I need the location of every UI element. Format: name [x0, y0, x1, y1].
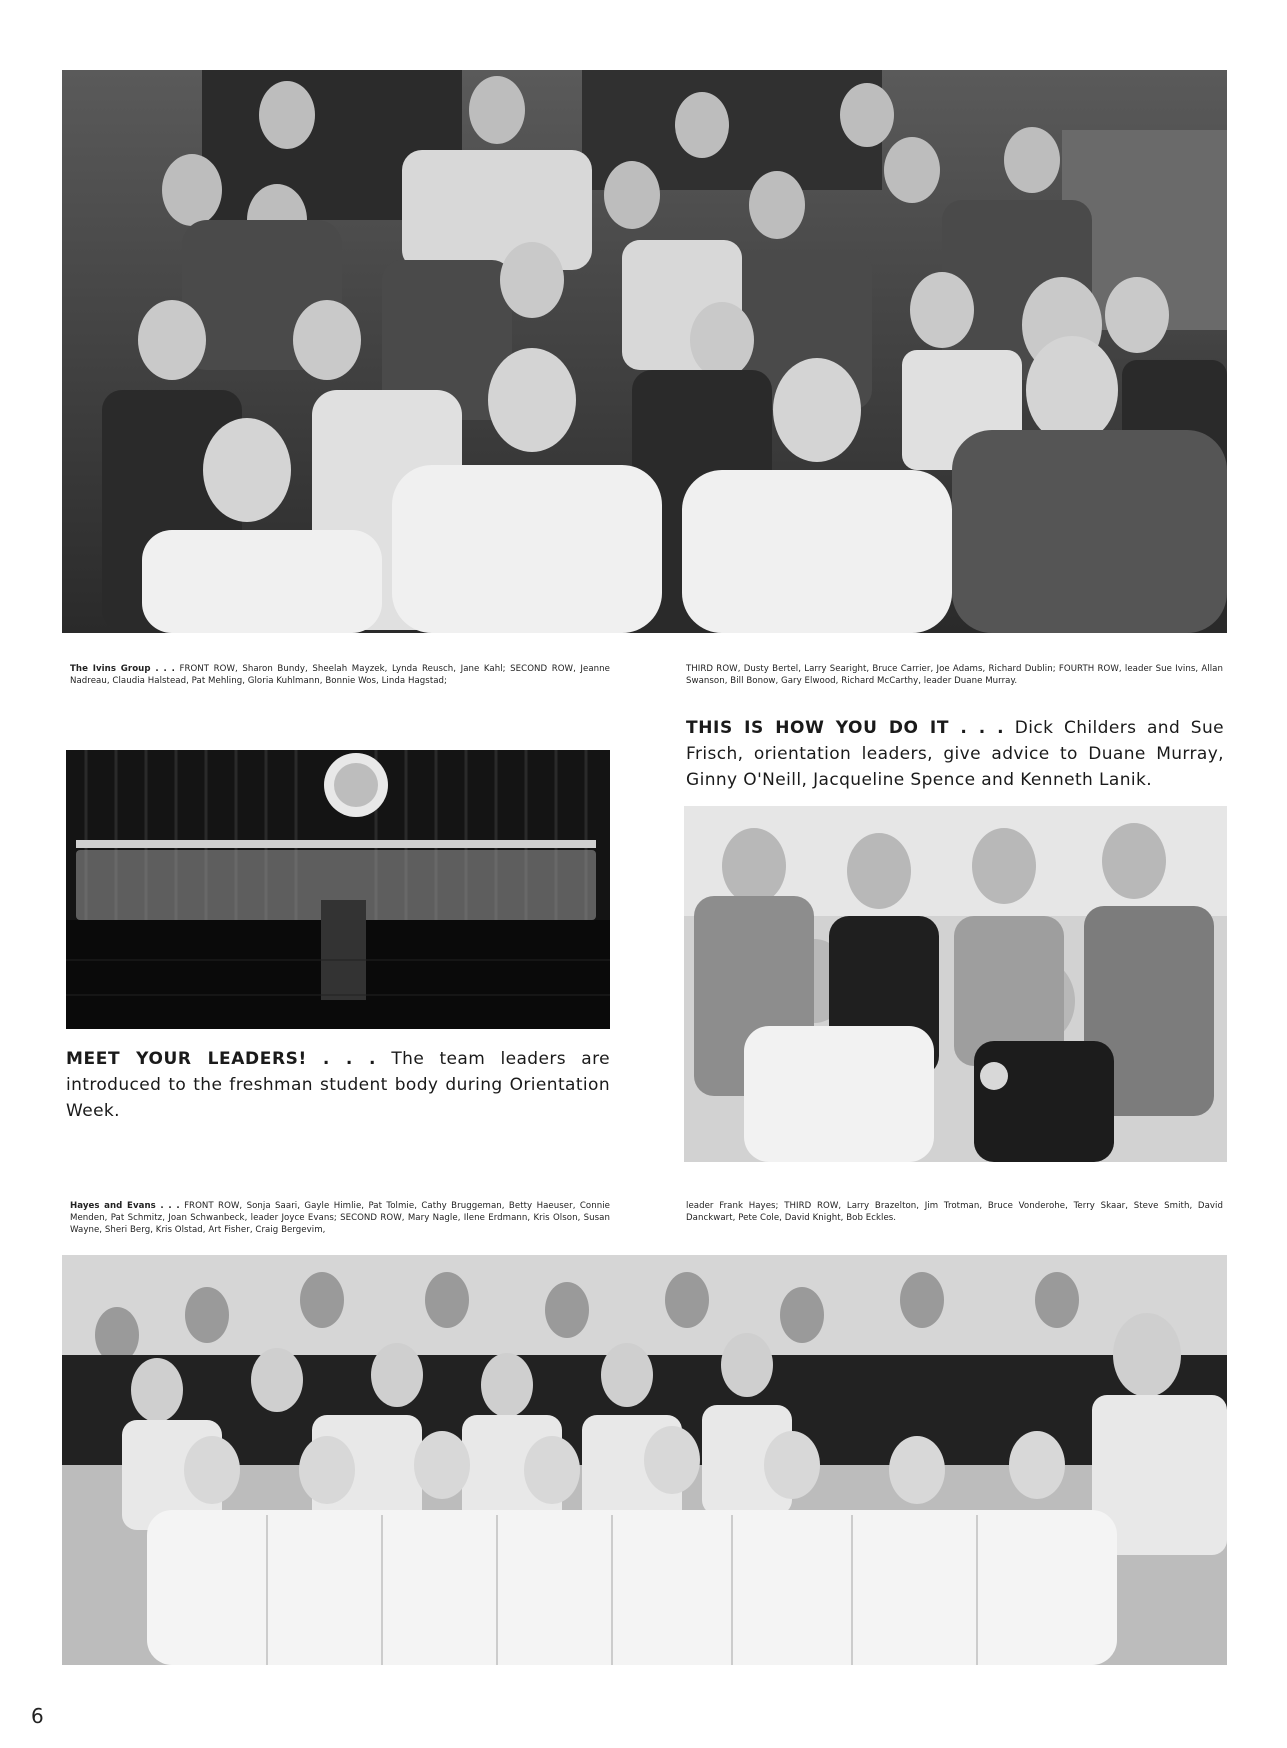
hayes-caption-left [70, 1200, 610, 1236]
how-to-heading: THIS IS HOW YOU DO IT . . . [686, 718, 1005, 738]
hayes-caption-text-left: FRONT ROW, Sonja Saari, Gayle Himlie, Pat Tolmie, Cathy Bruggeman, Betty Haeuser, Connie Menden, Pat Schmitz, Joan Schwanbeck, leader Joyce Evans; SECOND ROW, Mary Nagle, Ilene Erdmann, Kris Olson, Susan Wayne, Sheri Berg, Kris Olstad, Art Fisher, Craig Bergevim, [70, 1201, 610, 1235]
ivins-caption-text-left: FRONT ROW, Sharon Bundy, Sheelah Mayzek, Lynda Reusch, Jane Kahl; SECOND ROW, Jeanne Nadreau, Claudia Halstead, Pat Mehling, Gloria Kuhlmann, Bonnie Wos, Linda Hagstad; [70, 664, 610, 686]
ivins-caption-left [70, 663, 610, 687]
hayes-caption-text-right: leader Frank Hayes; THIRD ROW, Larry Brazelton, Jim Trotman, Bruce Vonderohe, Terry Skaar, Steve Smith, David Danckwart, Pete Cole, David Knight, Bob Eckles. [686, 1201, 1223, 1223]
leaders-feature-text [66, 1046, 610, 1124]
how-to-feature-text [686, 715, 1224, 793]
ivins-caption-text-right: THIRD ROW, Dusty Bertel, Larry Searight, Bruce Carrier, Joe Adams, Richard Dublin; FOURTH ROW, leader Sue Ivins, Allan Swanson, Bill Bonow, Gary Elwood, Richard McCarthy, leader Duane Murray. [686, 664, 1223, 686]
leaders-text: The team leaders are introduced to the freshman student body during Orientation Week. [66, 1049, 610, 1121]
hayes-caption-heading: Hayes and Evans . . . [70, 1201, 180, 1211]
stage-photo [66, 750, 610, 1029]
leaders-heading: MEET YOUR LEADERS! . . . [66, 1049, 377, 1069]
how-to-text: Dick Childers and Sue Frisch, orientation leaders, give advice to Duane Murray, Ginny O'Neill, Jacqueline Spence and Kenneth Lanik. [686, 718, 1224, 790]
hayes-group-photo [62, 1255, 1227, 1665]
page-number: 6 [31, 1704, 44, 1728]
hayes-caption-right [686, 1200, 1223, 1224]
ivins-caption-heading: The Ivins Group . . . [70, 664, 175, 674]
ivins-caption-right [686, 663, 1223, 687]
ivins-group-photo [62, 70, 1227, 633]
advice-photo [684, 806, 1227, 1162]
